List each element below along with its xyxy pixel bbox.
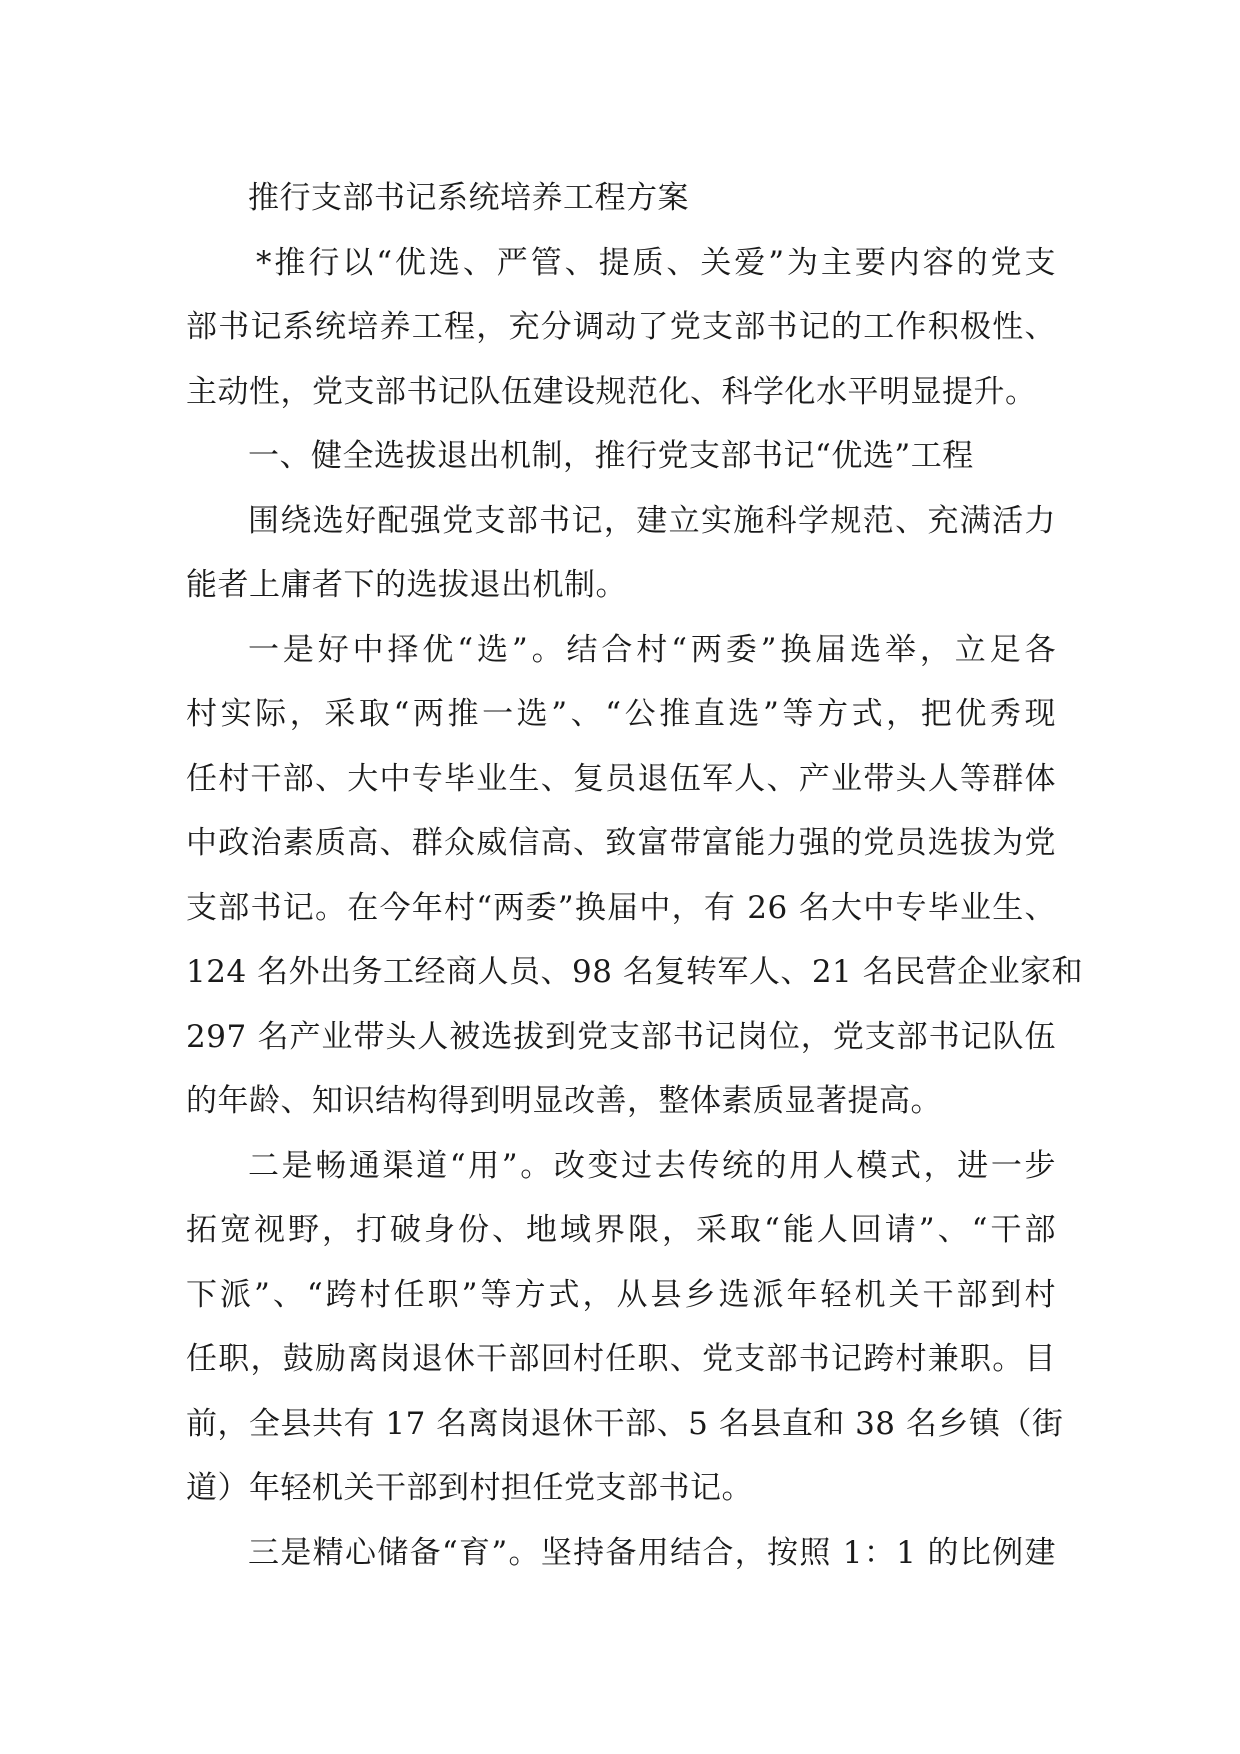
text-line: *推行以“优选、严管、提质、关爱”为主要内容的党支	[256, 244, 1056, 281]
text-line: 任职，鼓励离岗退休干部回村任职、党支部书记跨村兼职。目	[186, 1341, 1056, 1377]
text-line: 二是畅通渠道“用”。改变过去传统的用人模式，进一步	[248, 1147, 1056, 1184]
paragraph-section-lead	[186, 489, 1056, 618]
text-line: 任村干部、大中专毕业生、复员退伍军人、产业带头人等群体	[186, 760, 1056, 797]
text-line: 村实际，采取“两推一选”、“公推直选”等方式，把优秀现	[186, 696, 1056, 732]
text-line: 一是好中择优“选”。结合村“两委”换届选举，立足各	[248, 631, 1056, 668]
text-line: 297 名产业带头人被选拔到党支部书记岗位，党支部书记队伍	[186, 1018, 1056, 1055]
text-line: 的年龄、知识结构得到明显改善，整体素质显著提高。	[186, 1083, 942, 1119]
text-line: 主动性，党支部书记队伍建设规范化、科学化水平明显提升。	[186, 373, 1037, 410]
text-line: 能者上庸者下的选拔退出机制。	[186, 567, 627, 603]
document-body	[186, 166, 1084, 1585]
paragraph-intro	[186, 231, 1056, 425]
paragraph-point-3	[186, 1521, 1056, 1586]
paragraph-point-1	[186, 618, 1084, 1134]
document-title: 推行支部书记系统培养工程方案	[248, 180, 689, 216]
text-line: 前，全县共有 17 名离岗退休干部、5 名县直和 38 名乡镇（街	[186, 1405, 1064, 1442]
text-line: 中政治素质高、群众威信高、致富带富能力强的党员选拔为党	[186, 825, 1056, 861]
text-line: 道）年轻机关干部到村担任党支部书记。	[186, 1470, 753, 1506]
text-line: 下派”、“跨村任职”等方式，从县乡选派年轻机关干部到村	[186, 1276, 1056, 1313]
text-line: 124 名外出务工经商人员、98 名复转军人、21 名民营企业家和	[186, 954, 1084, 990]
section-heading	[186, 424, 1056, 489]
text-line: 三是精心储备“育”。坚持备用结合，按照 1：1 的比例建	[248, 1534, 1056, 1571]
text-line: 部书记系统培养工程，充分调动了党支部书记的工作积极性、	[186, 309, 1056, 345]
text-line: 一、健全选拔退出机制，推行党支部书记“优选”工程	[248, 438, 974, 474]
text-line: 支部书记。在今年村“两委”换届中，有 26 名大中专毕业生、	[186, 889, 1056, 926]
text-line: 围绕选好配强党支部书记，建立实施科学规范、充满活力	[248, 502, 1056, 539]
paragraph-point-2	[186, 1134, 1064, 1521]
text-line: 拓宽视野，打破身份、地域界限，采取“能人回请”、“干部	[186, 1212, 1056, 1248]
